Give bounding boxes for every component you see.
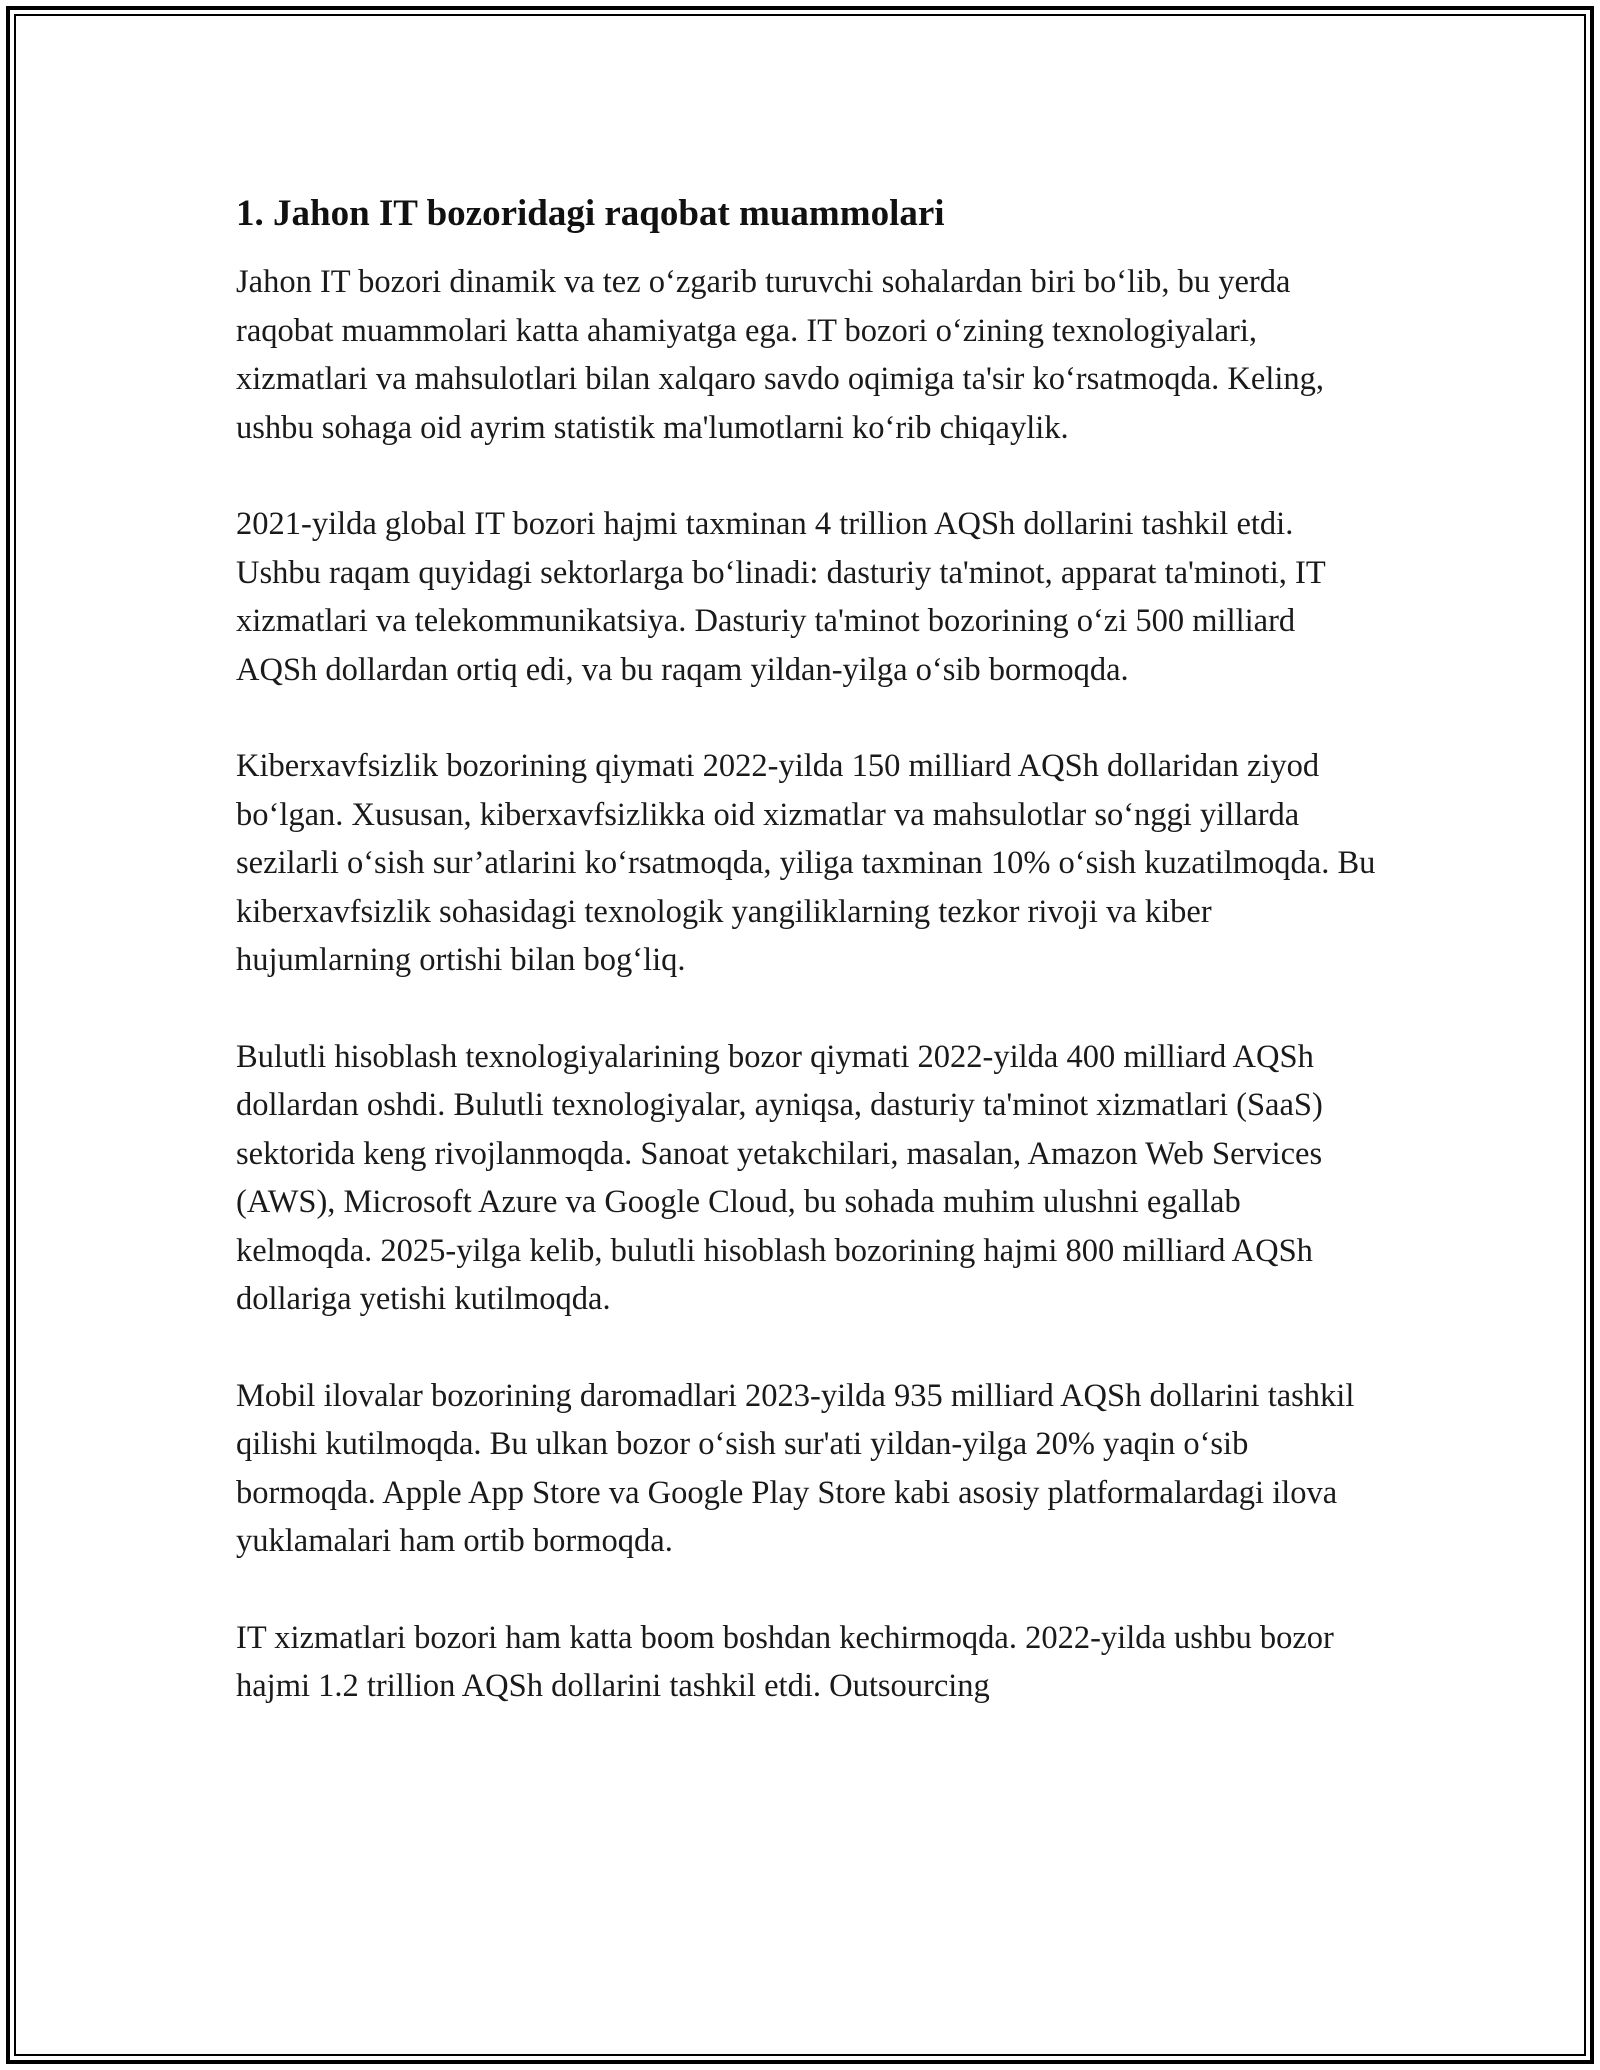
paragraph-cybersecurity: Kiberxavfsizlik bozorining qiymati 2022-yilda 150 milliard AQSh dollaridan ziyod bo‘lgan. Xususan, kiberxavfsizlikka oid xizmatlar va mahsulotlar so‘nggi yillarda sezilarli o‘sish sur’atlarini ko‘rsatmoqda, yiliga taxminan 10% o‘sish kuzatilmoqda. Bu kiberxavfsizlik sohasidagi texnologik yangiliklarning tezkor rivoji va kiber hujumlarning ortishi bilan bog‘liq. (236, 748, 1376, 978)
paragraph-cloud-computing: Bulutli hisoblash texnologiyalarining bozor qiymati 2022-yilda 400 milliard AQSh dollardan oshdi. Bulutli texnologiyalar, ayniqsa, dasturiy ta'minot xizmatlari (SaaS) sektorida keng rivojlanmoqda. Sanoat yetakchilari, masalan, Amazon Web Services (AWS), Microsoft Azure va Google Cloud, bu sohada muhim ulushni egallab kelmoqda. 2025-yilga kelib, bulutli hisoblash bozorining hajmi 800 milliard AQSh dollariga yetishi kutilmoqda. (236, 1038, 1323, 1317)
document-body (236, 188, 1376, 1759)
paragraph-mobile-apps: Mobil ilovalar bozorining daromadlari 2023-yilda 935 milliard AQSh dollarini tashkil qilishi kutilmoqda. Bu ulkan bozor o‘sish sur'ati yildan-yilga 20% yaqin o‘sib bormoqda. Apple App Store va Google Play Store kabi asosiy platformalardagi ilova yuklamalari ham ortib bormoqda. (236, 1377, 1355, 1559)
paragraph-it-services: IT xizmatlari bozori ham katta boom boshdan kechirmoqda. 2022-yilda ushbu bozor hajmi 1.2 trillion AQSh dollarini tashkil etdi. Outsourcing (236, 1619, 1334, 1704)
section-heading: 1. Jahon IT bozoridagi raqobat muammolari (236, 193, 945, 234)
paragraph-global-market: 2021-yilda global IT bozori hajmi taxminan 4 trillion AQSh dollarini tashkil etdi. Ushbu raqam quyidagi sektorlarga bo‘linadi: dasturiy ta'minot, apparat ta'minoti, IT xizmatlari va telekommunikatsiya. Dasturiy ta'minot bozorining o‘zi 500 milliard AQSh dollardan ortiq edi, va bu raqam yildan-yilga o‘sib bormoqda. (236, 506, 1326, 688)
paragraph-intro: Jahon IT bozori dinamik va tez o‘zgarib turuvchi sohalardan biri bo‘lib, bu yerda raqobat muammolari katta ahamiyatga ega. IT bozori o‘zining texnologiyalari, xizmatlari va mahsulotlari bilan xalqaro savdo oqimiga ta'sir ko‘rsatmoqda. Keling, ushbu sohaga oid ayrim statistik ma'lumotlarni ko‘rib chiqaylik. (236, 264, 1325, 446)
